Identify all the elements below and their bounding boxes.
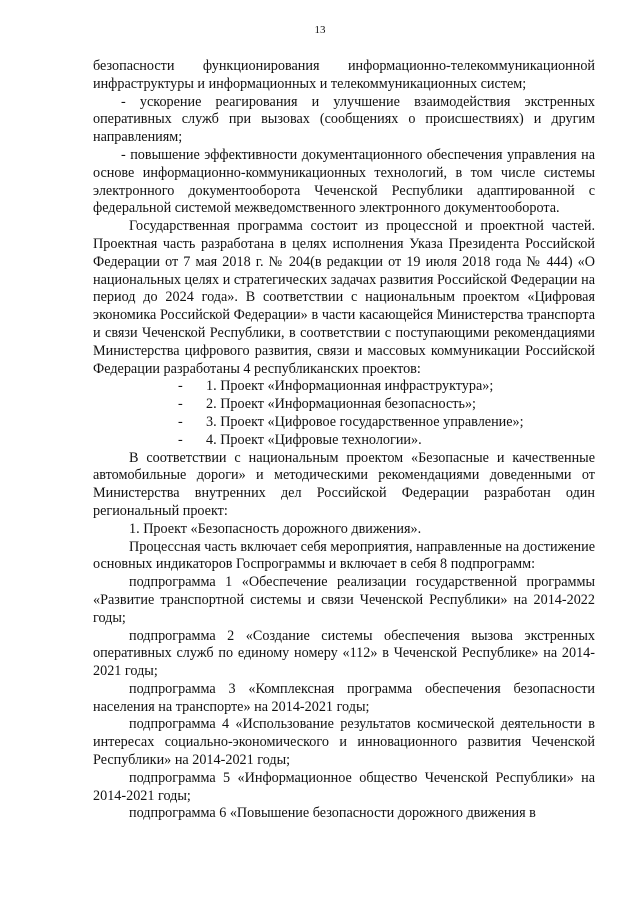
paragraph-subprogram-3: подпрограмма 3 «Комплексная программа обеспечения безопасности населения на транспорте» на 2014-2021 годы; <box>93 680 595 715</box>
list-dash: - <box>178 431 183 448</box>
paragraph-subprogram-1: подпрограмма 1 «Обеспечение реализации государственной программы «Развитие транспортной системы и связи Чеченской Республики» на 2014-2022 годы; <box>93 574 595 626</box>
paragraph-subprogram-6: подпрограмма 6 «Повышение безопасности дорожного движения в <box>129 805 536 822</box>
list-item-text: 3. Проект «Цифровое государственное управление»; <box>206 413 524 430</box>
paragraph-subprogram-2: подпрограмма 2 «Создание системы обеспечения вызова экстренных оперативных служб по единому номеру «112» в Чеченской Республике» на 2014-2021 годы; <box>93 627 595 680</box>
page-number: 13 <box>314 24 326 36</box>
list-item <box>93 432 595 450</box>
paragraph-process-part: Процессная часть включает себя мероприятия, направленные на достижение основных индикаторов Госпрограммы и включает в себя 8 подпрограмм: <box>93 538 595 573</box>
list-item-text: 1. Проект «Информационная инфраструктура»; <box>206 378 494 395</box>
paragraph-road-safety-project: В соответствии с национальным проектом «Безопасные и качественные автомобильные дороги» и методическими рекомендациями доведенными от Министерства внутренних дел Российской Федерации разработан один региональный проект: <box>93 449 595 519</box>
list-dash: - <box>178 378 183 395</box>
list-dash: - <box>178 413 183 430</box>
paragraph-road-safety-title: 1. Проект «Безопасность дорожного движения». <box>129 520 422 537</box>
paragraph-subprogram-5: подпрограмма 5 «Информационное общество Чеченской Республики» на 2014-2021 годы; <box>93 769 595 804</box>
republic-projects-list <box>93 378 595 449</box>
list-item <box>93 414 595 432</box>
paragraph-emergency-response: - ускорение реагирования и улучшение взаимодействия экстренных оперативных служб при вызовах (сообщениях о происшествиях) и другим направлениям; <box>93 93 595 146</box>
paragraph-document-management: - повышение эффективности документационного обеспечения управления на основе информационно-коммуникационных технологий, в том числе системы электронного документооборота Чеченской Республики адаптированной с федеральной системой межведомственного электронного документооборота. <box>93 146 595 217</box>
list-dash: - <box>178 396 183 413</box>
list-item-text: 4. Проект «Цифровые технологии». <box>206 431 422 448</box>
list-item <box>93 396 595 414</box>
paragraph-subprogram-4: подпрограмма 4 «Использование результатов космической деятельности в интересах социально-экономического и инновационного развития Чеченской Республики» на 2014-2021 годы; <box>93 716 595 769</box>
list-item <box>93 378 595 396</box>
paragraph-program-structure: Государственная программа состоит из процессной и проектной частей. Проектная часть разработана в целях исполнения Указа Президента Российской Федерации от 7 мая 2018 г. № 204(в редакции от 19 июля 2018 года № 444) «О национальных целях и стратегических задачах развития Российской Федерации на период до 2024 года». В соответствии с национальным проектом «Цифровая экономика Российской Федерации» в части касающейся Министерства транспорта и связи Чеченской Республики, в соответствии с поступающими рекомендациями Министерства цифрового развития, связи и массовых коммуникации Российской Федерации разработаны 4 республиканских проектов: <box>93 218 595 377</box>
paragraph-security-continuation: безопасности функционирования информационно-телекоммуникационной инфраструктуры и информационных и телекоммуникационных систем; <box>93 58 595 92</box>
list-item-text: 2. Проект «Информационная безопасность»; <box>206 396 476 413</box>
document-body <box>93 58 595 823</box>
